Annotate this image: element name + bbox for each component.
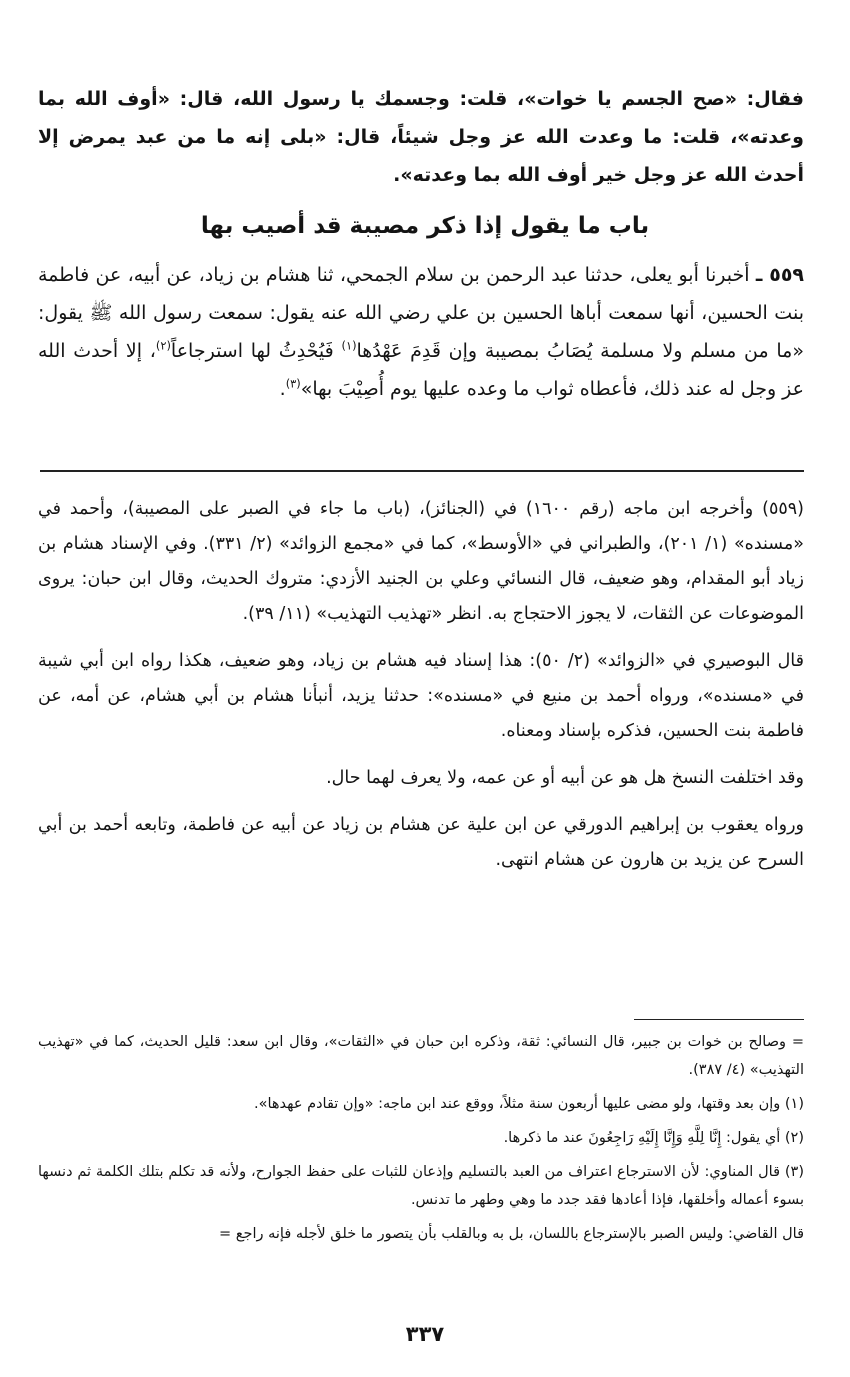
footnote-3: (٣) قال المناوي: لأن الاسترجاع اعتراف من العبد بالتسليم وإذعان للثبات على حفظ الجوارح، ولأنه قد تكلم بتلك الكلمة ثم دنسها بسوء أعماله وأخلقها، فإذا أعادها فقد جدد ما وهي وطهر ما تدنس. (38, 1164, 804, 1208)
footnote-ref-2: (٢) (155, 338, 171, 353)
footnote-ref-3: (٣) (285, 376, 301, 391)
hadith-559 (38, 256, 804, 408)
footnote-1: (١) وإن بعد وقتها، ولو مضى عليها أربعون سنة مثلاً، ووقع عند ابن ماجه: «وإن تقادم عهدها». (254, 1096, 804, 1112)
hadith-paragraph (38, 256, 804, 408)
footnote-divider (634, 1019, 804, 1020)
footnote-continued: = وصالح بن خوات بن جبير، قال النسائي: ثقة، وذكره ابن حبان في «الثقات»، وقال ابن سعد: قليل الحديث، كما في «تهذيب التهذيب» (٤/ ٣٨٧). (38, 1034, 804, 1078)
hadith-text-part2: فَيُحْدِثُ لها استرجاعاً (170, 340, 342, 362)
footnotes (38, 1028, 804, 1254)
footnote-3-continued: قال القاضي: وليس الصبر بالإسترجاع باللسان، بل به وبالقلب بأن يتصور ما خلق لأجله فإنه راجع = (219, 1226, 804, 1242)
note-busiri: قال البوصيري في «الزوائد» (٢/ ٥٠): هذا إسناد فيه هشام بن زياد، وهو ضعيف، هكذا رواه ابن أبي شيبة في «مسنده»، ورواه أحمد بن منيع في «مسنده»: حدثنا يزيد، أنبأنا هشام بن أبي هشام، عن أمه، عن فاطمة بنت الحسين، فذكره بإسناد ومعناه. (38, 651, 804, 741)
note-takhrij: (٥٥٩) وأخرجه ابن ماجه (رقم ١٦٠٠) في (الجنائز)، (باب ما جاء في الصبر على المصيبة)، وأحمد في «مسنده» (١/ ٢٠١)، والطبراني في «الأوسط»، كما في «مجمع الزوائد» (٢/ ٣٣١). وفي الإسناد هشام بن زياد أبو المقدام، وهو ضعيف، قال النسائي وعلي بن الجنيد الأزدي: متروك الحديث، وقال ابن حبان: يروى الموضوعات عن الثقات، لا يجوز الاحتجاج به. انظر «تهذيب التهذيب» (١١/ ٣٩). (38, 499, 805, 624)
footnote-ref-1: (١) (341, 338, 357, 353)
top-paragraph (38, 80, 804, 194)
note-dawraqi: ورواه يعقوب بن إبراهيم الدورقي عن ابن علية عن هشام بن زياد عن أبيه عن فاطمة، وتابعه أحمد بن أبي السرح عن يزيد بن هارون عن هشام انتهى. (38, 815, 804, 870)
hadith-text-end: . (279, 378, 286, 400)
footnote-2: (٢) أي يقول: إِنَّا لِلَّهِ وَإِنَّا إِلَيْهِ رَاجِعُونَ عند ما ذكرها. (503, 1130, 804, 1146)
page-number: ٣٣٧ (405, 1322, 445, 1346)
section-divider (40, 470, 804, 472)
note-manuscripts: وقد اختلفت النسخ هل هو عن أبيه أو عن عمه، ولا يعرف لهما حال. (326, 768, 804, 788)
continued-hadith-text: فقال: «صح الجسم يا خوات»، قلت: وجسمك يا رسول الله، قال: «أوف الله بما وعدته»، قلت: ما وعدت الله عز وجل شيئاً، قال: «بلى إنه ما من عبد يمرض إلا أحدث الله عز وجل خير أوف الله بما وعدته». (38, 88, 804, 186)
hadith-text-part3: ، إلا أحدث الله عز وجل له عند ذلك، فأعطاه ثواب ما وعده عليها يوم أُصِيْبَ بها» (38, 340, 804, 400)
editor-notes (38, 492, 804, 890)
chapter-heading: باب ما يقول إذا ذكر مصيبة قد أصيب بها (200, 213, 650, 239)
hadith-number: ٥٥٩ ـ (755, 264, 805, 286)
hadith-text-part1: أخبرنا أبو يعلى، حدثنا عبد الرحمن بن سلام الجمحي، ثنا هشام بن زياد، عن أبيه، عن فاطمة بنت الحسين، أنها سمعت أباها الحسين بن علي رضي الله عنه يقول: سمعت رسول الله ﷺ يقول: «ما من مسلم ولا مسلمة يُصَابُ بمصيبة وإن قَدِمَ عَهْدُها (38, 264, 804, 362)
